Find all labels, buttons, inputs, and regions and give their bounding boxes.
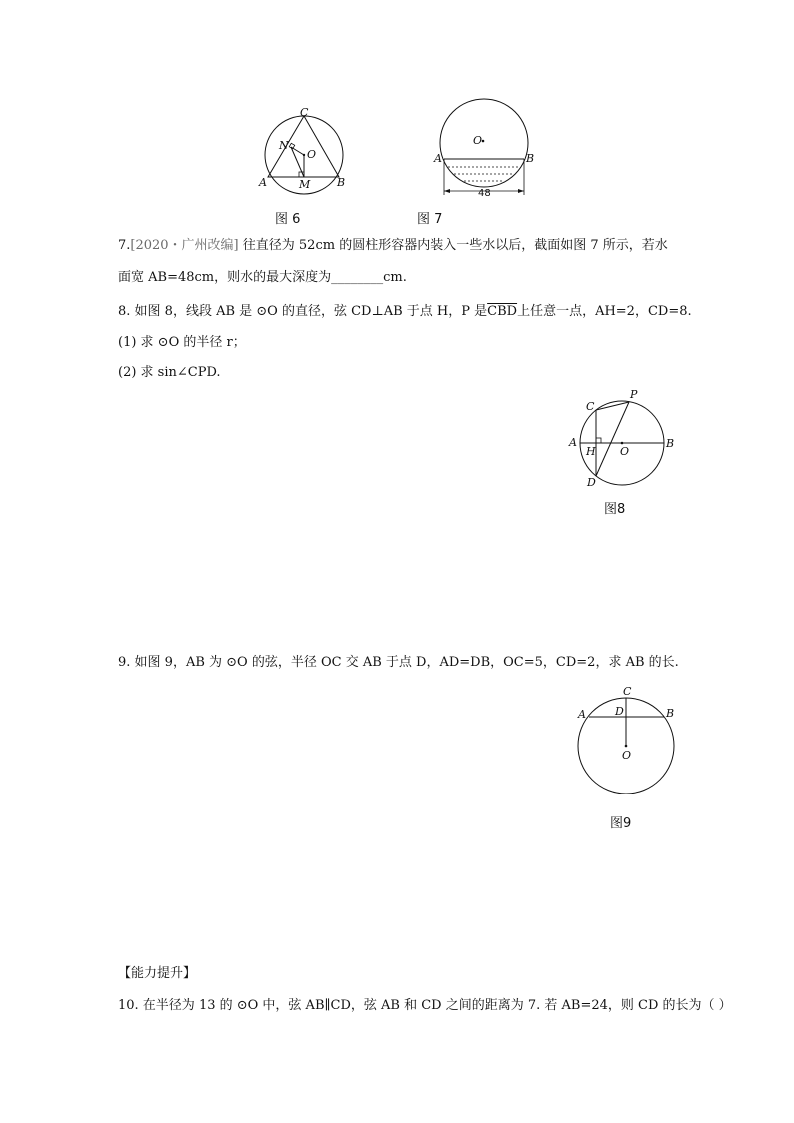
- q8-stem-a: 8. 如图 8，线段 AB 是 ⊙O 的直径，弦 CD⊥AB 于点 H，P 是: [118, 304, 488, 319]
- q7-source: [2020・广州改编]: [130, 238, 239, 253]
- fig9-caption: 图9: [610, 816, 632, 831]
- fig6-label-a: A: [259, 176, 267, 189]
- q8-sub-1: (1) 求 ⊙O 的半径 r；: [118, 335, 246, 350]
- fig7-label-b: B: [526, 152, 535, 165]
- fig7-caption: 图 7: [417, 212, 443, 227]
- q7-line-1: [118, 238, 668, 254]
- fig8-label-d: D: [587, 476, 596, 489]
- q9-stem: 9. 如图 9，AB 为 ⊙O 的弦，半径 OC 交 AB 于点 D，AD=DB，OC=5，CD=2，求 AB 的长.: [118, 655, 679, 670]
- fig6-label-o: O: [307, 148, 317, 161]
- fig6-label-c: C: [300, 108, 309, 119]
- fig6-caption: 图 6: [275, 212, 301, 227]
- section-title: 【能力提升】: [118, 966, 197, 981]
- fig8-label-c: C: [586, 400, 595, 413]
- figure-7: [430, 95, 542, 203]
- fig9-label-b: B: [666, 707, 675, 720]
- fig9-label-c: C: [623, 685, 632, 698]
- q10-stem: 10. 在半径为 13 的 ⊙O 中，弦 AB∥CD，弦 AB 和 CD 之间的距离为 7. 若 AB=24，则 CD 的长为（ ）: [118, 998, 732, 1013]
- q8-sub-2: (2) 求 sin∠CPD.: [118, 365, 221, 380]
- q8-stem-b: 上任意一点，AH=2，CD=8.: [517, 304, 692, 319]
- fig8-label-o: O: [620, 445, 630, 458]
- figure-8: [566, 388, 682, 490]
- fig9-label-o: O: [622, 749, 632, 762]
- fig6-label-b: B: [337, 176, 346, 189]
- figure-9: [570, 682, 682, 794]
- fig6-right-angle-n: [289, 143, 294, 148]
- fig7-label-a: A: [434, 152, 442, 165]
- q8-stem: [118, 304, 692, 320]
- fig8-label-p: P: [630, 388, 638, 401]
- fig6-label-n: N: [279, 139, 289, 152]
- fig9-label-a: A: [578, 708, 586, 721]
- fig7-width-label: 48: [478, 188, 491, 199]
- fig9-label-d: D: [615, 705, 624, 718]
- fig8-right-angle-h: [596, 438, 601, 443]
- fig8-label-a: A: [569, 436, 577, 449]
- fig6-label-m: M: [299, 178, 311, 191]
- q7-number: 7.: [118, 238, 131, 253]
- fig7-label-o: O: [473, 134, 483, 147]
- fig8-caption: 图8: [604, 502, 626, 517]
- fig8-label-b: B: [666, 437, 675, 450]
- fig8-chord-cp: [596, 402, 629, 410]
- figure-6: [255, 108, 355, 196]
- q7-text-1: 往直径为 52cm 的圆柱形容器内装入一些水以后，截面如图 7 所示，若水: [242, 238, 668, 253]
- q7-line-2: 面宽 AB=48cm，则水的最大深度为________cm.: [118, 270, 407, 285]
- fig8-label-h: H: [586, 445, 596, 458]
- q8-arc-cbd: $\overline{CBD}$: [487, 304, 518, 319]
